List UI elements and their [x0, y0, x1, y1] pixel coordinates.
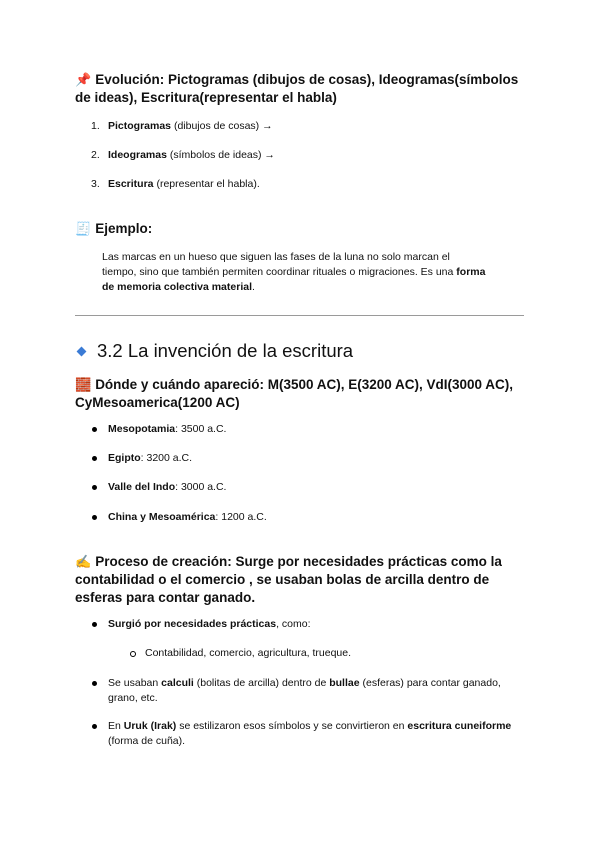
item-text: Se usaban	[108, 677, 162, 689]
item-text: (símbolos de ideas) →	[166, 149, 275, 161]
list-item	[108, 676, 528, 706]
proceso-heading-text: Proceso de creación: Surge por necesidades prácticas como la contabilidad o el comercio , se usaban bolas de arcilla dentro de esferas para contar ganado.	[75, 554, 502, 605]
evolucion-heading-text: Evolución: Pictogramas (dibujos de cosas), Ideogramas(símbolos de ideas), Escritura(representar el habla)	[75, 72, 519, 105]
section-title-text: 3.2 La invención de la escritura	[97, 340, 354, 361]
item-text: : 1200 a.C.	[215, 511, 267, 523]
pushpin-icon: 📌	[75, 72, 92, 87]
item-bold: Uruk (Irak)	[123, 720, 177, 732]
list-item	[91, 177, 260, 192]
ejemplo-paragraph	[102, 250, 487, 295]
bricks-icon: 🧱	[75, 377, 92, 392]
list-item	[108, 719, 528, 749]
item-text: (esferas) para contar ganado, grano, etc.	[108, 677, 501, 704]
bullet-ring	[130, 651, 136, 657]
small-blue-diamond-icon	[77, 346, 87, 356]
item-bold: Escritura	[108, 178, 154, 190]
item-bold: Surgió por necesidades prácticas	[108, 618, 277, 630]
bullet-dot	[92, 427, 97, 432]
item-text: : 3500 a.C.	[175, 423, 227, 435]
list-number: 1.	[91, 120, 100, 132]
ejemplo-text: Las marcas en un hueso que siguen las fases de la luna no solo marcan el tiempo, sino que también permiten coordinar rituales o migraciones. Es una	[102, 251, 457, 278]
sub-list-item	[145, 646, 351, 661]
item-bold: Pictogramas	[108, 120, 172, 132]
item-bold: China y Mesoamérica	[108, 511, 216, 523]
bullet-dot	[92, 485, 97, 490]
list-number: 3.	[91, 178, 100, 190]
item-text: : 3200 a.C.	[140, 452, 193, 464]
evolucion-heading	[75, 71, 525, 107]
bullet-dot	[92, 724, 97, 729]
bullet-dot	[92, 622, 97, 627]
proceso-heading	[75, 553, 530, 607]
list-number: 2.	[91, 149, 100, 161]
ejemplo-bold: forma de memoria colectiva material	[102, 266, 486, 293]
item-text: En	[108, 720, 124, 732]
ejemplo-text-end: .	[252, 281, 255, 293]
list-item	[91, 148, 275, 163]
item-bold: Egipto	[108, 452, 141, 464]
list-item	[108, 422, 226, 437]
section-title	[75, 340, 525, 362]
item-bold: escritura cuneiforme	[407, 720, 512, 732]
donde-heading	[75, 376, 525, 412]
donde-heading-text: Dónde y cuándo apareció: M(3500 AC), E(3200 AC), VdI(3000 AC), CyMesoamerica(1200 AC)	[75, 377, 514, 410]
list-item	[108, 451, 192, 466]
item-text: (representar el habla).	[153, 178, 260, 190]
item-text: se estilizaron esos símbolos y se convirtieron en	[176, 720, 408, 732]
bullet-dot	[92, 681, 97, 686]
item-bold: bullae	[329, 677, 360, 689]
item-text: : 3000 a.C.	[175, 481, 227, 493]
list-item	[108, 510, 267, 525]
item-text: (forma de cuña).	[108, 735, 186, 747]
bullet-dot	[92, 456, 97, 461]
horizontal-divider	[75, 315, 524, 316]
list-item	[108, 480, 226, 495]
item-bold: Ideogramas	[108, 149, 167, 161]
writing-hand-icon: ✍️	[75, 554, 92, 569]
item-bold: calculi	[161, 677, 194, 689]
ejemplo-heading	[75, 220, 525, 238]
receipt-icon: 🧾	[75, 221, 92, 236]
item-bold: Valle del Indo	[108, 481, 176, 493]
item-text: (bolitas de arcilla) dentro de	[193, 677, 330, 689]
bullet-dot	[92, 515, 97, 520]
ejemplo-heading-text: Ejemplo:	[95, 221, 153, 236]
item-text: Contabilidad, comercio, agricultura, trueque.	[145, 647, 352, 659]
item-bold: Mesopotamia	[108, 423, 176, 435]
item-text: , como:	[276, 618, 311, 630]
list-item	[91, 119, 273, 134]
list-item	[108, 617, 311, 632]
item-text: (dibujos de cosas) →	[171, 120, 273, 132]
